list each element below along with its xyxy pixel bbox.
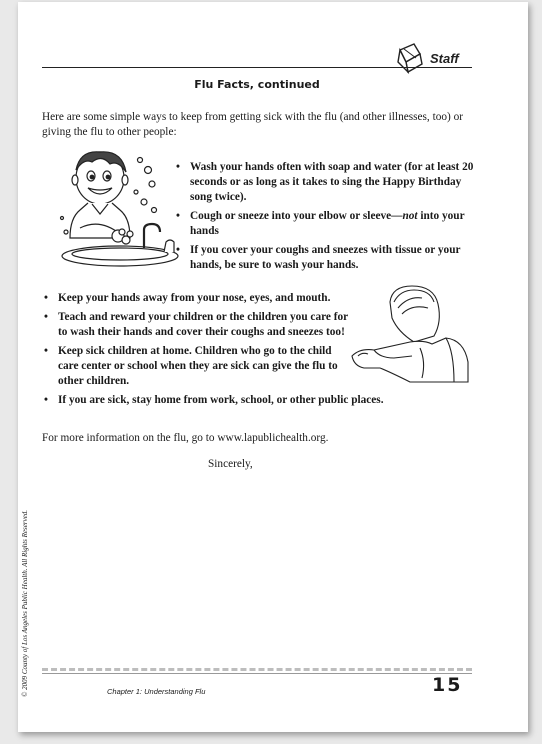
chapter-label: Chapter 1: Understanding Flu <box>107 687 206 696</box>
footer-rule <box>42 673 472 674</box>
list-item-text: If you cover your coughs and sneezes with tissue or your hands, be sure to wash your hands. <box>190 244 461 271</box>
man-sneezing-into-elbow-illustration <box>350 282 472 384</box>
list-item-text: If you are sick, stay home from work, school, or other public places. <box>58 394 384 406</box>
page-title: Flu Facts, continued <box>194 78 320 91</box>
list-item-text: Keep sick children at home. Children who go to the child care center or school when they are sick can give the flu to other children. <box>58 345 338 387</box>
footer-dashed-rule <box>42 668 472 671</box>
staff-book-icon <box>394 40 426 74</box>
bullet-list-bottom <box>42 291 384 412</box>
list-item-text: Wash your hands often with soap and water (for at least 20 seconds or as long as it takes to sing the Happy Birthday song twice). <box>190 161 474 203</box>
list-item <box>174 243 474 273</box>
list-item <box>42 344 354 389</box>
emphasis-not: not <box>402 210 418 222</box>
header-rule-right <box>402 67 472 68</box>
intro-paragraph: Here are some simple ways to keep from getting sick with the flu (and other illnesses, too) or giving the flu to other people: <box>42 111 464 138</box>
page-number: 15 <box>432 674 463 696</box>
list-item <box>42 291 354 306</box>
list-item <box>174 160 474 205</box>
list-item <box>42 310 348 340</box>
list-item <box>42 393 418 408</box>
list-item-text: Keep your hands away from your nose, eyes, and mouth. <box>58 292 331 304</box>
more-info-text: For more information on the flu, go to www.lapublichealth.org. <box>42 432 329 444</box>
boy-washing-hands-illustration <box>40 148 190 278</box>
copyright-notice: © 2009 County of Los Angeles Public Health. All Rights Reserved. <box>21 509 29 697</box>
list-item-text: Teach and reward your children or the children you care for to wash their hands and cover their coughs and sneezes too! <box>58 311 348 338</box>
list-item <box>174 209 474 239</box>
bullet-list-top <box>174 160 474 277</box>
section-label: Staff <box>430 51 459 66</box>
list-item-text: Cough or sneeze into your elbow or sleeve— <box>190 210 403 222</box>
sincerely-text: Sincerely, <box>208 458 253 470</box>
list-item-text-rest: into your hands <box>190 210 465 237</box>
header-rule <box>42 67 410 68</box>
